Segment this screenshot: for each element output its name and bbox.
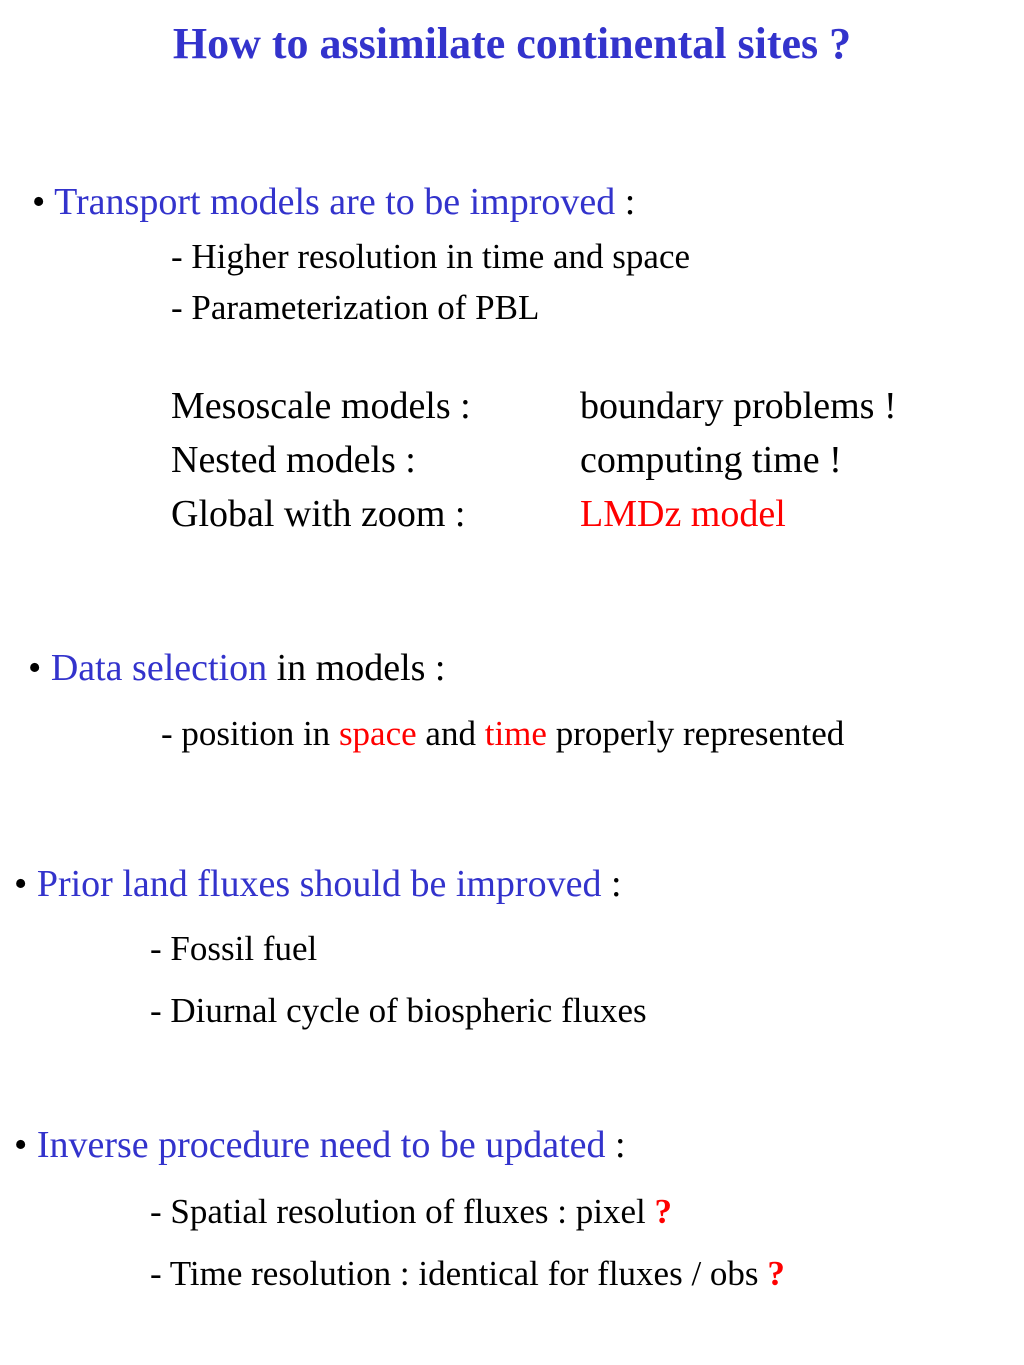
section-heading-suffix: : xyxy=(615,181,636,223)
list-item-text: - Time resolution : identical for fluxes / obs xyxy=(150,1254,768,1293)
bullet: • xyxy=(28,647,42,689)
list-item-and: and xyxy=(416,714,485,753)
question-mark: ? xyxy=(767,1254,785,1293)
highlight-time: time xyxy=(484,714,547,753)
section-heading-suffix: : xyxy=(605,1124,626,1166)
list-item-text: - Spatial resolution of fluxes : pixel xyxy=(150,1192,655,1231)
comparison-value-highlight: LMDz model xyxy=(580,493,786,535)
section-data-selection-heading xyxy=(28,646,446,690)
section-heading-text: Transport models are to be improved xyxy=(54,181,616,223)
section-heading-text: Prior land fluxes should be improved xyxy=(36,863,602,905)
list-item: - Diurnal cycle of biospheric fluxes xyxy=(150,991,647,1030)
comparison-value: boundary problems ! xyxy=(580,385,897,427)
section-heading-suffix: : xyxy=(601,863,622,905)
highlight-space: space xyxy=(338,714,417,753)
list-item xyxy=(150,1192,672,1232)
comparison-value: computing time ! xyxy=(580,439,842,481)
list-item-prefix: - position in xyxy=(161,714,339,753)
section-inverse-procedure-heading xyxy=(14,1123,626,1167)
list-item xyxy=(161,714,844,754)
list-item: - Parameterization of PBL xyxy=(171,288,540,327)
comparison-label: Nested models : xyxy=(171,439,416,481)
section-heading-suffix: in models : xyxy=(267,647,446,689)
slide-title: How to assimilate continental sites ? xyxy=(172,19,852,68)
bullet: • xyxy=(14,1124,28,1166)
section-transport-heading xyxy=(32,180,635,224)
bullet: • xyxy=(14,863,28,905)
comparison-label: Global with zoom : xyxy=(171,493,466,535)
section-heading-text: Data selection xyxy=(50,647,268,689)
list-item: - Higher resolution in time and space xyxy=(171,237,691,276)
list-item-rest: properly represented xyxy=(546,714,845,753)
section-prior-fluxes-heading xyxy=(14,862,622,906)
comparison-label: Mesoscale models : xyxy=(171,385,471,427)
list-item xyxy=(150,1254,785,1294)
list-item: - Fossil fuel xyxy=(150,929,318,968)
question-mark: ? xyxy=(654,1192,672,1231)
bullet: • xyxy=(32,181,46,223)
section-heading-text: Inverse procedure need to be updated xyxy=(36,1124,606,1166)
